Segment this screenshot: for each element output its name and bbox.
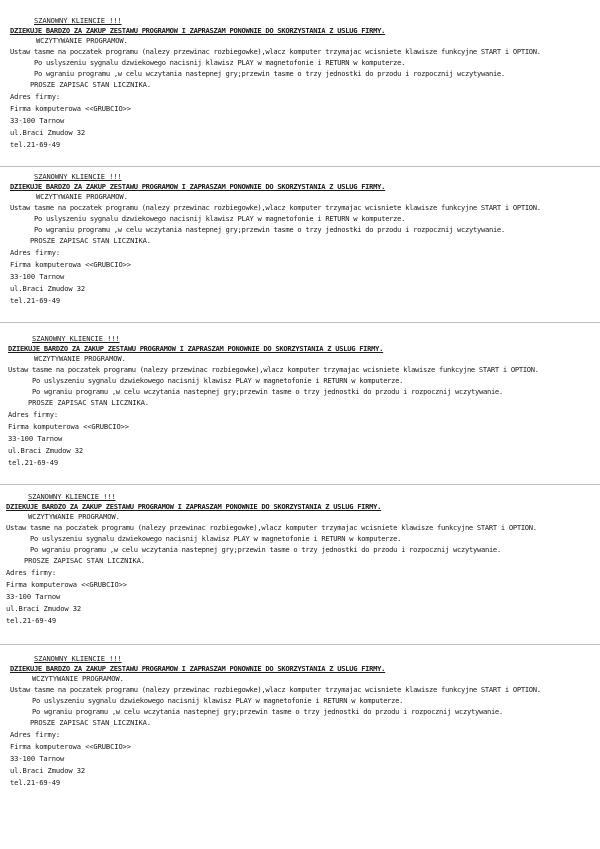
step-2: Po uslyszeniu sygnalu dzwiekowego nacisnij klawisz PLAY w magnetofonie i RETURN w komputerze. (30, 534, 402, 543)
thanks-line: DZIEKUJE BARDZO ZA ZAKUP ZESTAWU PROGRAMOW I ZAPRASZAM PONOWNIE DO SKORZYSTANIA Z USLUG FIRMY. (10, 664, 386, 673)
step-3: Po wgraniu programu ,w celu wczytania nastepnej gry;przewin tasme o trzy jednostki do przodu i rozpocznij wczytywanie. (30, 545, 501, 554)
step-2: Po uslyszeniu sygnalu dzwiekowego nacisnij klawisz PLAY w magnetofonie i RETURN w komputerze. (32, 696, 404, 705)
street: ul.Braci Zmudow 32 (6, 604, 82, 613)
counter-note: PROSZE ZAPISAC STAN LICZNIKA. (24, 556, 145, 565)
step-3: Po wgraniu programu ,w celu wczytania nastepnej gry;przewin tasme o trzy jednostki do przodu i rozpocznij wczytywanie. (34, 225, 505, 234)
separator (0, 322, 600, 323)
company-name: Firma komputerowa <<GRUBCIO>> (10, 742, 131, 751)
thanks-line: DZIEKUJE BARDZO ZA ZAKUP ZESTAWU PROGRAMOW I ZAPRASZAM PONOWNIE DO SKORZYSTANIA Z USLUG FIRMY. (8, 344, 384, 353)
city: 33-100 Tarnow (10, 272, 65, 281)
company-name: Firma komputerowa <<GRUBCIO>> (6, 580, 127, 589)
greeting: SZANOWNY KLIENCIE !!! (28, 492, 116, 501)
address-label: Adres firmy: (10, 92, 61, 101)
step-1: Ustaw tasme na poczatek programu (nalezy przewinac rozbiegowke),wlacz komputer trzymajac wcisniete klawisze funkcyjne START i OPTION. (6, 523, 537, 532)
separator (0, 644, 600, 645)
phone: tel.21-69-49 (10, 140, 61, 149)
step-1: Ustaw tasme na poczatek programu (nalezy przewinac rozbiegowke),wlacz komputer trzymajac wcisniete klawisze funkcyjne START i OPTION. (10, 203, 541, 212)
counter-note: PROSZE ZAPISAC STAN LICZNIKA. (30, 80, 151, 89)
instruction-slip-4 (0, 488, 600, 644)
step-2: Po uslyszeniu sygnalu dzwiekowego nacisnij klawisz PLAY w magnetofonie i RETURN w komputerze. (34, 58, 406, 67)
address-label: Adres firmy: (8, 410, 59, 419)
city: 33-100 Tarnow (8, 434, 63, 443)
step-1: Ustaw tasme na poczatek programu (nalezy przewinac rozbiegowke),wlacz komputer trzymajac wcisniete klawisze funkcyjne START i OPTION. (10, 685, 541, 694)
street: ul.Braci Zmudow 32 (10, 766, 86, 775)
instruction-slip-2 (0, 168, 600, 324)
phone: tel.21-69-49 (10, 296, 61, 305)
counter-note: PROSZE ZAPISAC STAN LICZNIKA. (28, 398, 149, 407)
step-1: Ustaw tasme na poczatek programu (nalezy przewinac rozbiegowke),wlacz komputer trzymajac wcisniete klawisze funkcyjne START i OPTION. (8, 365, 539, 374)
phone: tel.21-69-49 (6, 616, 57, 625)
step-2: Po uslyszeniu sygnalu dzwiekowego nacisnij klawisz PLAY w magnetofonie i RETURN w komputerze. (32, 376, 404, 385)
separator (0, 166, 600, 167)
city: 33-100 Tarnow (6, 592, 61, 601)
step-2: Po uslyszeniu sygnalu dzwiekowego nacisnij klawisz PLAY w magnetofonie i RETURN w komputerze. (34, 214, 406, 223)
instruction-slip-5 (0, 650, 600, 806)
step-3: Po wgraniu programu ,w celu wczytania nastepnej gry;przewin tasme o trzy jednostki do przodu i rozpocznij wczytywanie. (32, 387, 503, 396)
greeting: SZANOWNY KLIENCIE !!! (32, 334, 120, 343)
instruction-slip-3 (0, 330, 600, 486)
address-label: Adres firmy: (10, 248, 61, 257)
counter-note: PROSZE ZAPISAC STAN LICZNIKA. (30, 236, 151, 245)
loading-header: WCZYTYWANIE PROGRAMOW. (34, 354, 126, 363)
thanks-line: DZIEKUJE BARDZO ZA ZAKUP ZESTAWU PROGRAMOW I ZAPRASZAM PONOWNIE DO SKORZYSTANIA Z USLUG FIRMY. (10, 26, 386, 35)
greeting: SZANOWNY KLIENCIE !!! (34, 16, 122, 25)
instruction-slip-1 (0, 12, 600, 168)
company-name: Firma komputerowa <<GRUBCIO>> (10, 104, 131, 113)
city: 33-100 Tarnow (10, 754, 65, 763)
loading-header: WCZYTYWANIE PROGRAMOW. (36, 36, 128, 45)
loading-header: WCZYTYWANIE PROGRAMOW. (28, 512, 120, 521)
phone: tel.21-69-49 (10, 778, 61, 787)
step-1: Ustaw tasme na poczatek programu (nalezy przewinac rozbiegowke),wlacz komputer trzymajac wcisniete klawisze funkcyjne START i OPTION. (10, 47, 541, 56)
greeting: SZANOWNY KLIENCIE !!! (34, 654, 122, 663)
street: ul.Braci Zmudow 32 (10, 128, 86, 137)
address-label: Adres firmy: (10, 730, 61, 739)
greeting: SZANOWNY KLIENCIE !!! (34, 172, 122, 181)
thanks-line: DZIEKUJE BARDZO ZA ZAKUP ZESTAWU PROGRAMOW I ZAPRASZAM PONOWNIE DO SKORZYSTANIA Z USLUG FIRMY. (6, 502, 382, 511)
phone: tel.21-69-49 (8, 458, 59, 467)
street: ul.Braci Zmudow 32 (8, 446, 84, 455)
separator (0, 484, 600, 485)
company-name: Firma komputerowa <<GRUBCIO>> (10, 260, 131, 269)
step-3: Po wgraniu programu ,w celu wczytania nastepnej gry;przewin tasme o trzy jednostki do przodu i rozpocznij wczytywanie. (32, 707, 503, 716)
counter-note: PROSZE ZAPISAC STAN LICZNIKA. (30, 718, 151, 727)
step-3: Po wgraniu programu ,w celu wczytania nastepnej gry;przewin tasme o trzy jednostki do przodu i rozpocznij wczytywanie. (34, 69, 505, 78)
loading-header: WCZYTYWANIE PROGRAMOW. (36, 192, 128, 201)
address-label: Adres firmy: (6, 568, 57, 577)
city: 33-100 Tarnow (10, 116, 65, 125)
company-name: Firma komputerowa <<GRUBCIO>> (8, 422, 129, 431)
street: ul.Braci Zmudow 32 (10, 284, 86, 293)
loading-header: WCZYTYWANIE PROGRAMOW. (32, 674, 124, 683)
thanks-line: DZIEKUJE BARDZO ZA ZAKUP ZESTAWU PROGRAMOW I ZAPRASZAM PONOWNIE DO SKORZYSTANIA Z USLUG FIRMY. (10, 182, 386, 191)
